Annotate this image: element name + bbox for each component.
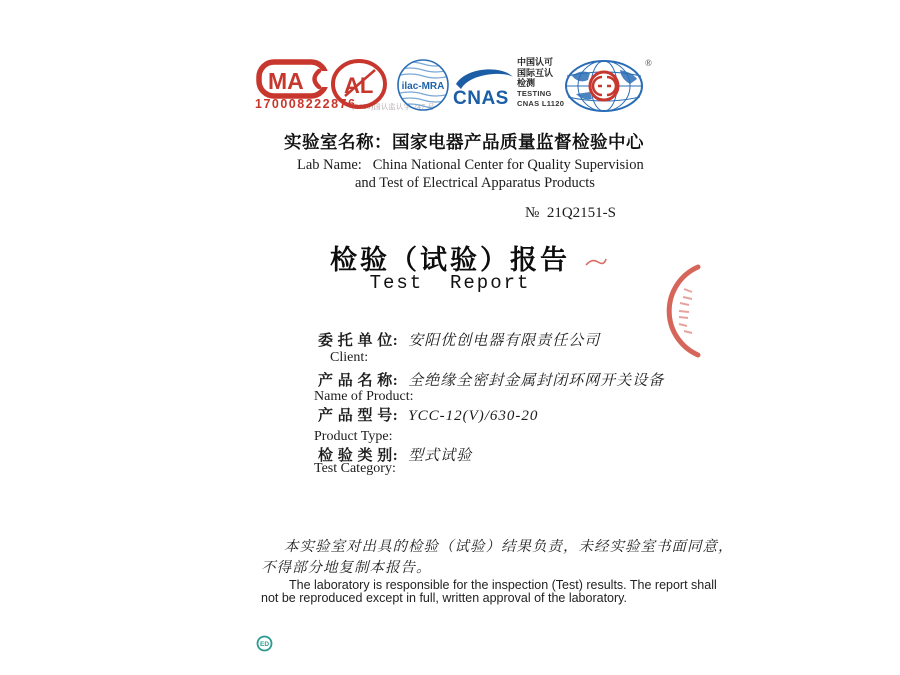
product-type-value: YCC-12(V)/630-20: [408, 408, 539, 424]
ilac-label: ilac-MRA: [401, 81, 445, 92]
red-seal-stamp: [658, 263, 706, 361]
red-pen-mark: [584, 255, 608, 269]
product-name-label-en: Name of Product:: [314, 389, 414, 404]
accreditation-line: TESTING: [517, 88, 552, 98]
disclaimer-zh-line1: 本实验室对出具的检验（试验）结果负责，未经实验室书面同意，: [284, 539, 734, 555]
product-type-field: [318, 404, 538, 425]
cal-mark-icon: [330, 59, 388, 109]
ilac-mra-icon: [396, 56, 450, 114]
disclaimer-zh-line2: 不得部分地复制本报告。: [261, 560, 432, 576]
client-field: [318, 329, 600, 350]
test-category-label-en: Test Category:: [314, 461, 396, 476]
product-name-field: [318, 369, 664, 390]
disclaimer-en-line2: not be reproduced except in full, written approval of the laboratory.: [261, 591, 627, 605]
report-number: [525, 205, 616, 222]
accreditation-line: CNAS L1120: [517, 99, 565, 108]
cnas-logo-icon: [452, 64, 516, 110]
lab-name-en-line2: and Test of Electrical Apparatus Products: [355, 175, 595, 191]
report-number-value: 21Q2151-S: [546, 205, 616, 221]
accreditation-line: 国际互认: [517, 67, 554, 78]
report-title-zh: 检验（试验）报告: [330, 245, 570, 275]
teal-circle-mark: [256, 635, 273, 652]
test-category-label-zh: 检 验 类 别:: [318, 448, 399, 464]
lab-name-en-line1: Lab Name: China National Center for Quality Supervision: [297, 157, 644, 173]
globe-logo-icon: [562, 56, 652, 114]
client-label-zh: 委 托 单 位:: [318, 333, 399, 349]
cal-label: AL: [344, 73, 374, 98]
client-label-en: Client:: [330, 350, 369, 365]
cma-mark-icon: [255, 58, 331, 100]
lab-name-zh: 实验室名称：国家电器产品质量监督检验中心: [284, 132, 644, 152]
client-value: 安阳优创电器有限责任公司: [408, 333, 601, 349]
cnas-label: CNAS: [453, 88, 509, 109]
cma-certificate-note: (2020)国认监认字 247 号: [352, 103, 436, 111]
report-title-en: Test Report: [369, 272, 531, 294]
cma-label: MA: [268, 68, 304, 94]
product-type-label-en: Product Type:: [314, 429, 393, 444]
accreditation-line: 检测: [517, 78, 536, 88]
accreditation-line: 中国认可: [517, 57, 554, 67]
teal-mark-label: ED: [259, 641, 270, 648]
cma-certificate-number: 170008222876: [255, 97, 357, 111]
test-category-value: 型式试验: [408, 448, 473, 464]
registered-mark: ®: [645, 58, 652, 68]
product-type-label-zh: 产 品 型 号:: [318, 408, 399, 424]
product-name-label-zh: 产 品 名 称:: [318, 373, 399, 389]
product-name-value: 全绝缘全密封金属封闭环网开关设备: [408, 373, 665, 389]
report-number-prefix: №: [525, 205, 540, 221]
disclaimer-en-line1: The laboratory is responsible for the inspection (Test) results. The report shall: [289, 578, 717, 592]
